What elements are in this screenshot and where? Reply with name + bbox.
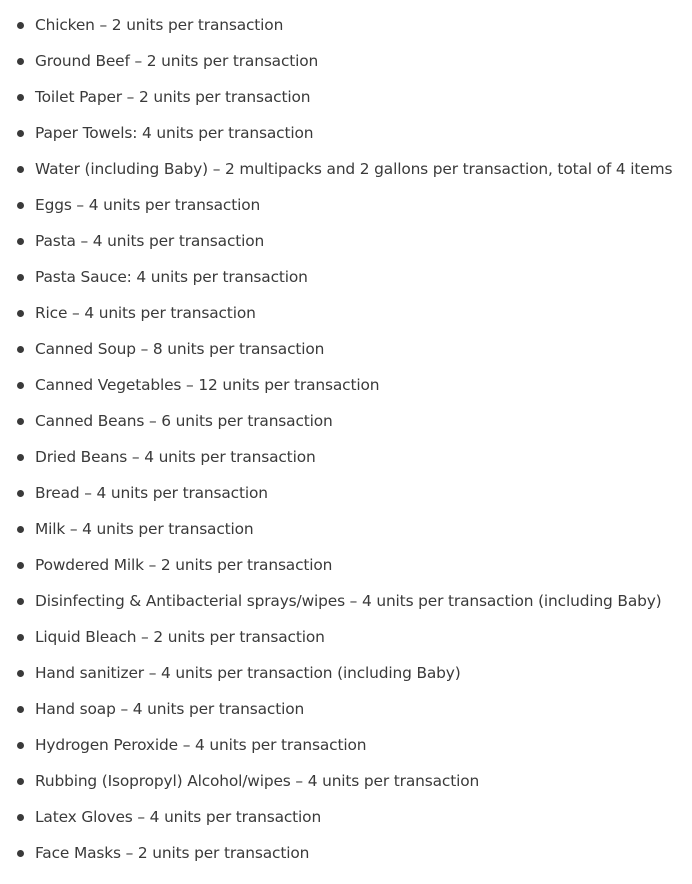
- list-item: [0, 691, 692, 727]
- bullet-icon: [17, 238, 24, 245]
- list-item-text: Rubbing (Isopropyl) Alcohol/wipes – 4 units per transaction: [35, 772, 480, 790]
- list-item: [0, 619, 692, 655]
- list-item-text: Toilet Paper – 2 units per transaction: [35, 88, 311, 106]
- list-item: [0, 655, 692, 691]
- list-item-text: Pasta Sauce: 4 units per transaction: [35, 268, 308, 286]
- list-item: [0, 799, 692, 835]
- list-item-text: Paper Towels: 4 units per transaction: [35, 124, 314, 142]
- list-item-text: Dried Beans – 4 units per transaction: [35, 448, 316, 466]
- list-item: [0, 583, 692, 619]
- bullet-icon: [17, 526, 24, 533]
- purchase-limits-list: [0, 7, 692, 871]
- list-item-text: Face Masks – 2 units per transaction: [35, 844, 310, 862]
- list-item-text: Disinfecting & Antibacterial sprays/wipes – 4 units per transaction (including Baby): [35, 592, 662, 610]
- bullet-icon: [17, 778, 24, 785]
- list-item: [0, 79, 692, 115]
- list-item: [0, 7, 692, 43]
- list-item: [0, 403, 692, 439]
- list-item: [0, 115, 692, 151]
- list-item-text: Pasta – 4 units per transaction: [35, 232, 265, 250]
- bullet-icon: [17, 670, 24, 677]
- list-item: [0, 511, 692, 547]
- bullet-icon: [17, 706, 24, 713]
- list-item-text: Ground Beef – 2 units per transaction: [35, 52, 319, 70]
- bullet-icon: [17, 634, 24, 641]
- list-item-text: Latex Gloves – 4 units per transaction: [35, 808, 322, 826]
- list-item: [0, 295, 692, 331]
- list-item-text: Hand sanitizer – 4 units per transaction (including Baby): [35, 664, 461, 682]
- bullet-icon: [17, 346, 24, 353]
- list-item: [0, 439, 692, 475]
- list-item-text: Chicken – 2 units per transaction: [35, 16, 284, 34]
- list-item-text: Hand soap – 4 units per transaction: [35, 700, 305, 718]
- list-item-text: Liquid Bleach – 2 units per transaction: [35, 628, 325, 646]
- list-item: [0, 547, 692, 583]
- bullet-icon: [17, 742, 24, 749]
- list-item: [0, 259, 692, 295]
- list-item: [0, 727, 692, 763]
- list-item-text: Milk – 4 units per transaction: [35, 520, 254, 538]
- bullet-icon: [17, 598, 24, 605]
- list-item-text: Hydrogen Peroxide – 4 units per transaction: [35, 736, 367, 754]
- list-item-text: Canned Soup – 8 units per transaction: [35, 340, 325, 358]
- bullet-icon: [17, 850, 24, 857]
- list-item: [0, 367, 692, 403]
- list-item-text: Canned Vegetables – 12 units per transaction: [35, 376, 380, 394]
- list-item: [0, 331, 692, 367]
- list-item: [0, 151, 692, 187]
- list-item: [0, 223, 692, 259]
- bullet-icon: [17, 58, 24, 65]
- bullet-icon: [17, 166, 24, 173]
- list-item: [0, 475, 692, 511]
- list-item-text: Rice – 4 units per transaction: [35, 304, 256, 322]
- bullet-icon: [17, 382, 24, 389]
- list-item: [0, 763, 692, 799]
- bullet-icon: [17, 454, 24, 461]
- bullet-icon: [17, 22, 24, 29]
- list-item: [0, 835, 692, 871]
- bullet-icon: [17, 202, 24, 209]
- list-item-text: Water (including Baby) – 2 multipacks and 2 gallons per transaction, total of 4 items: [35, 160, 673, 178]
- bullet-icon: [17, 490, 24, 497]
- bullet-icon: [17, 94, 24, 101]
- list-item-text: Bread – 4 units per transaction: [35, 484, 268, 502]
- list-item-text: Canned Beans – 6 units per transaction: [35, 412, 333, 430]
- bullet-icon: [17, 274, 24, 281]
- bullet-icon: [17, 562, 24, 569]
- bullet-icon: [17, 130, 24, 137]
- bullet-icon: [17, 310, 24, 317]
- list-item-text: Powdered Milk – 2 units per transaction: [35, 556, 333, 574]
- list-item-text: Eggs – 4 units per transaction: [35, 196, 261, 214]
- bullet-icon: [17, 814, 24, 821]
- list-item: [0, 187, 692, 223]
- list-item: [0, 43, 692, 79]
- bullet-icon: [17, 418, 24, 425]
